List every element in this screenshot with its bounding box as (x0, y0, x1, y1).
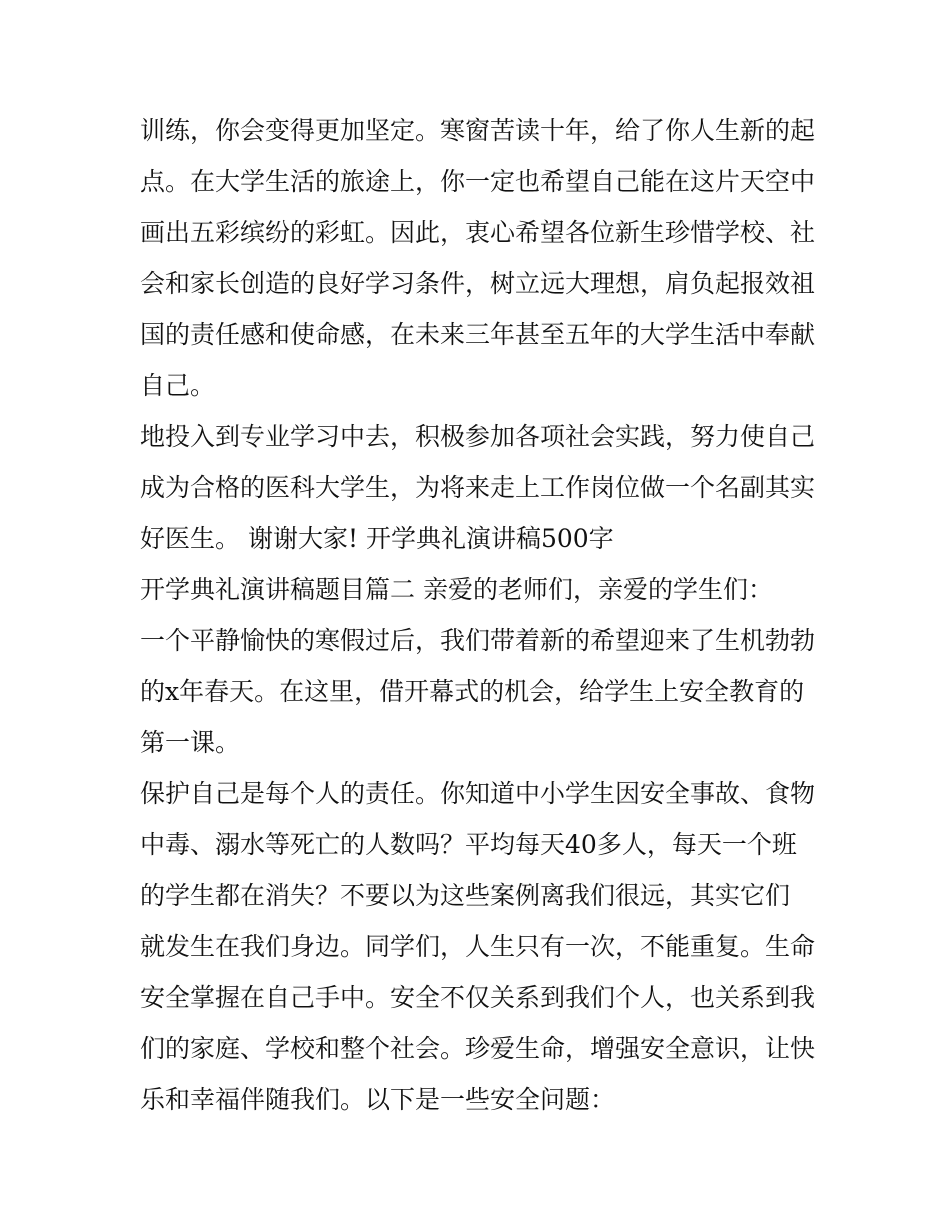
text-line: 成为合格的医科大学生，为将来走上工作岗位做一个名副其实 (140, 473, 816, 502)
text-line: 中毒、溺水等死亡的人数吗？平均每天40多人，每天一个班 (140, 830, 797, 859)
text-line: 地投入到专业学习中去，积极参加各项社会实践，努力使自己 (140, 422, 816, 451)
text-line: 第一课。 (140, 728, 241, 757)
text-line: 自己。 (140, 371, 216, 400)
text-line: 们的家庭、学校和整个社会。珍爱生命，增强安全意识，让快 (140, 1034, 816, 1063)
text-line: 国的责任感和使命感，在未来三年甚至五年的大学生活中奉献 (140, 320, 816, 349)
text-line: 会和家长创造的良好学习条件，树立远大理想，肩负起报效祖 (140, 269, 816, 298)
text-line: 的x年春天。在这里，借开幕式的机会，给学生上安全教育的 (140, 677, 805, 706)
text-line: 就发生在我们身边。同学们，人生只有一次，不能重复。生命 (140, 932, 816, 961)
text-line: 保护自己是每个人的责任。你知道中小学生因安全事故、食物 (140, 779, 816, 808)
text-line: 好医生。 谢谢大家! 开学典礼演讲稿500字 (140, 524, 614, 553)
text-line: 安全掌握在自己手中。安全不仅关系到我们个人，也关系到我 (140, 983, 816, 1012)
body-text (140, 105, 820, 1125)
text-line: 点。在大学生活的旅途上，你一定也希望自己能在这片天空中 (140, 167, 816, 196)
text-line: 开学典礼演讲稿题目篇二 亲爱的老师们，亲爱的学生们： (140, 575, 773, 604)
text-line: 一个平静愉快的寒假过后，我们带着新的希望迎来了生机勃勃 (140, 626, 816, 655)
text-line: 训练，你会变得更加坚定。寒窗苦读十年，给了你人生新的起 (140, 116, 816, 145)
text-line: 乐和幸福伴随我们。以下是一些安全问题： (140, 1085, 616, 1114)
text-line: 画出五彩缤纷的彩虹。因此，衷心希望各位新生珍惜学校、社 (140, 218, 816, 247)
text-line: 的学生都在消失？不要以为这些案例离我们很远，其实它们 (140, 881, 791, 910)
